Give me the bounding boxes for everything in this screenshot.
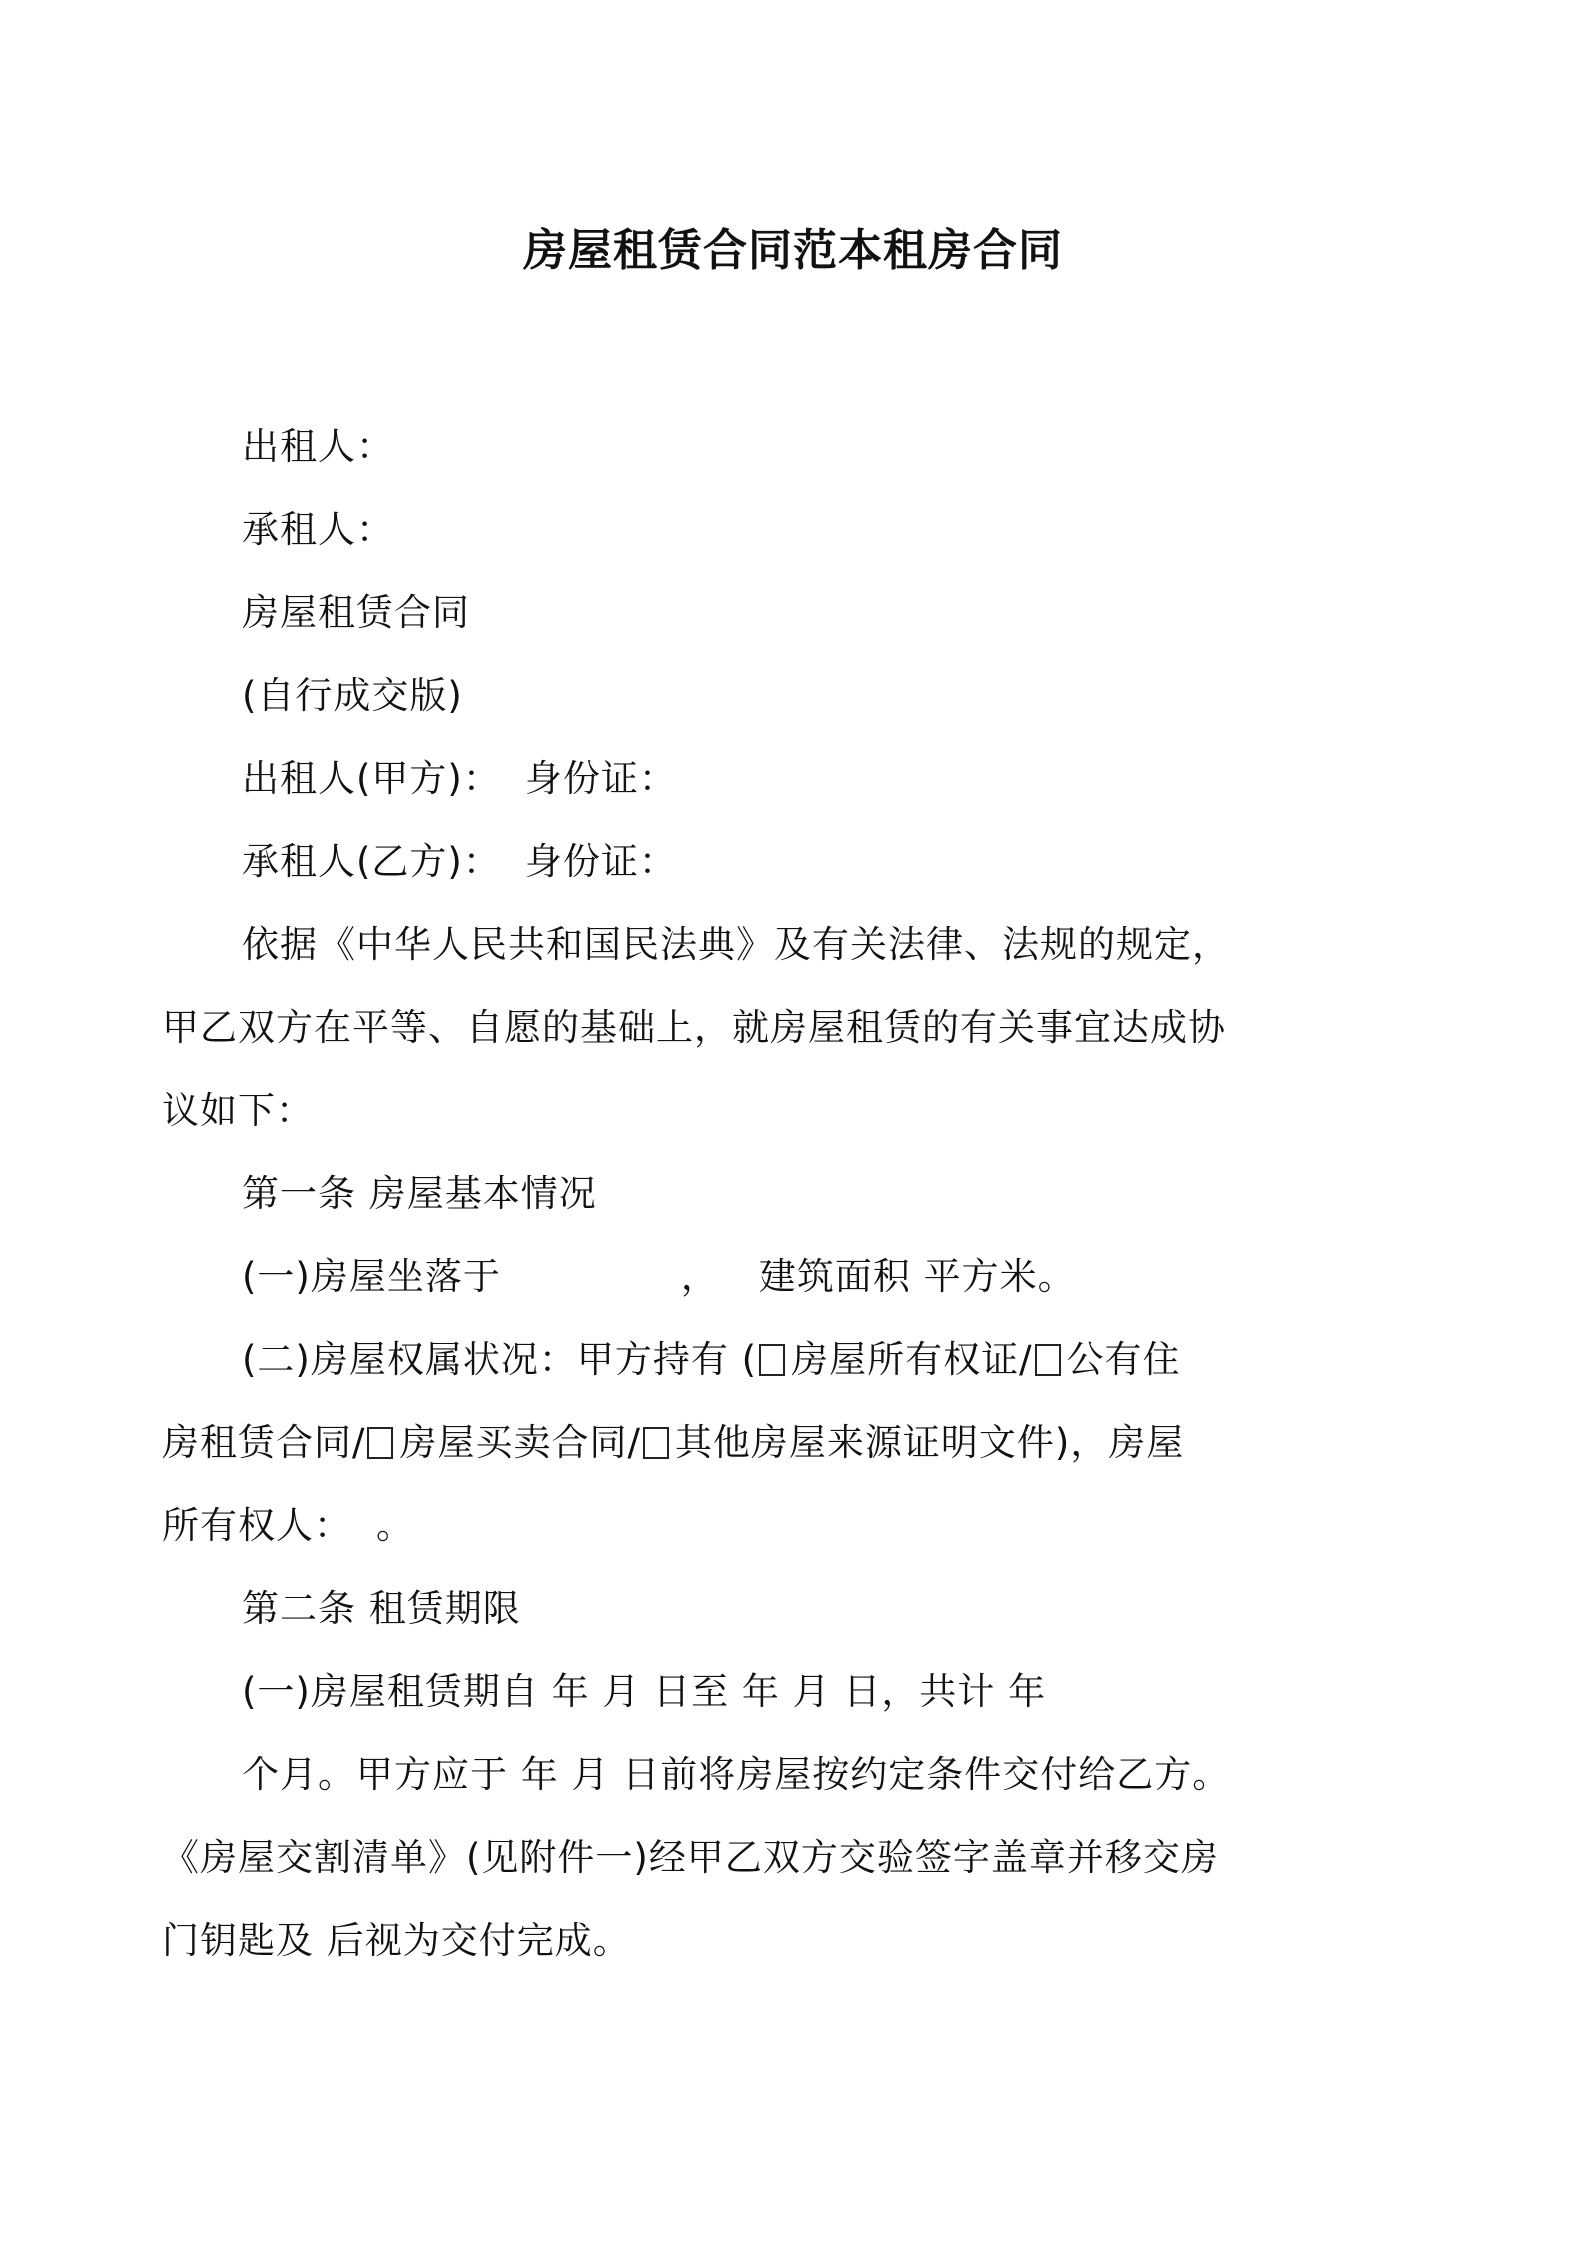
checkbox-icon[interactable] [367, 1427, 393, 1459]
party-a-line [242, 737, 1362, 820]
owner-label: 所有权人： [162, 1504, 352, 1547]
article-1-item-2-line-2 [162, 1401, 1362, 1484]
article-2-item-1-line-4: 门钥匙及 后视为交付完成。 [162, 1919, 631, 1962]
checkbox-icon[interactable] [643, 1427, 669, 1459]
lessee-line: 承租人： [242, 508, 394, 551]
option-sale-contract: 房屋买卖合同/ [399, 1421, 641, 1464]
article-2-item-1-line-3: 《房屋交割清单》(见附件一)经甲乙双方交验签字盖章并移交房 [162, 1836, 1219, 1879]
contract-name: 房屋租赁合同 [242, 591, 470, 634]
article-2-heading: 第二条 租赁期限 [242, 1587, 521, 1630]
article-1-item-1-area: 建筑面积 平方米。 [758, 1255, 1076, 1298]
checkbox-icon[interactable] [759, 1344, 785, 1376]
lessor-line: 出租人： [242, 425, 394, 468]
preamble-line-1: 依据《中华人民共和国民法典》及有关法律、法规的规定， [242, 923, 1230, 966]
party-b-id-label: 身份证： [524, 840, 677, 883]
option-ownership-cert: 房屋所有权证/ [791, 1338, 1033, 1381]
article-1-item-1-comma: ， [680, 1255, 719, 1298]
article-2-item-1-line-2: 个月。甲方应于 年 月 日前将房屋按约定条件交付给乙方。 [242, 1753, 1231, 1796]
article-2-item-1-line-1: (一)房屋租赁期自 年 月 日至 年 月 日，共计 年 [242, 1670, 1047, 1713]
document-body [162, 405, 1362, 1982]
article-1-item-1-location: (一)房屋坐落于 [242, 1255, 501, 1298]
option-other-docs: 其他房屋来源证明文件)，房屋 [674, 1421, 1185, 1464]
article-1-item-2-line-3 [162, 1484, 1362, 1567]
document-title: 房屋租赁合同范本租房合同 [523, 225, 1063, 276]
article-1-item-2-line-1 [242, 1318, 1362, 1401]
checkbox-icon[interactable] [1035, 1344, 1061, 1376]
party-a-label: 出租人(甲方)： [242, 757, 501, 800]
edition-note: (自行成交版) [242, 674, 463, 717]
party-a-id-label: 身份证： [524, 757, 677, 800]
article-1-item-1 [242, 1235, 1362, 1318]
owner-end: 。 [376, 1504, 414, 1547]
party-b-label: 承租人(乙方)： [242, 840, 501, 883]
preamble-line-2: 甲乙双方在平等、自愿的基础上，就房屋租赁的有关事宜达成协 [162, 1006, 1226, 1049]
ownership-intro: (二)房屋权属状况：甲方持有 ( [242, 1338, 758, 1381]
article-1-heading: 第一条 房屋基本情况 [242, 1172, 597, 1215]
option-public-housing-cont: 房租赁合同/ [162, 1421, 366, 1464]
option-public-housing: 公有住 [1066, 1338, 1181, 1381]
preamble-line-3: 议如下： [162, 1089, 314, 1132]
party-b-line [242, 820, 1362, 903]
